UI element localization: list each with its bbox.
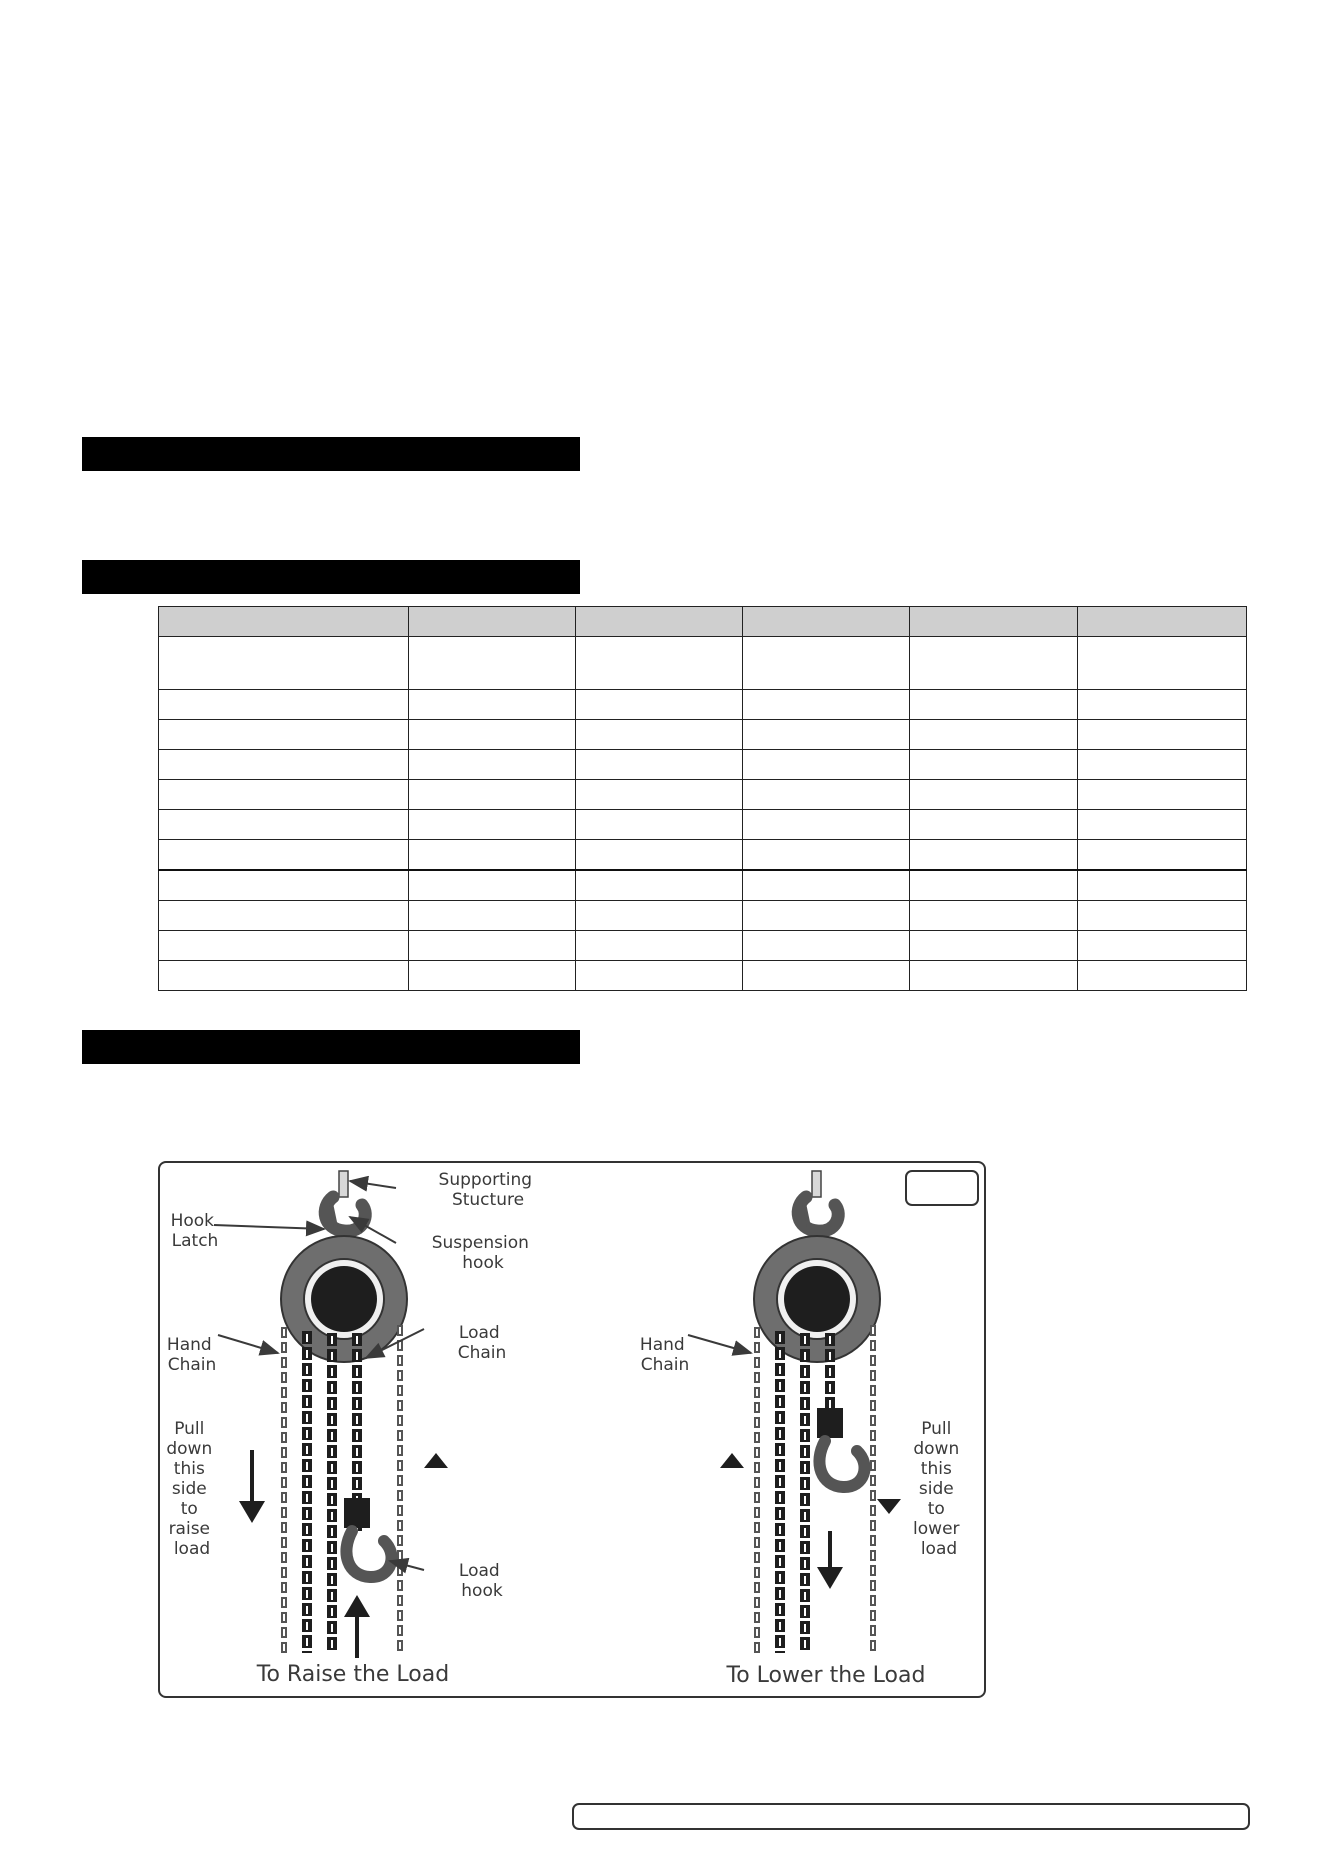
chain-hoist-illustration bbox=[160, 1163, 984, 1696]
label-hand-chain-left: Hand Chain bbox=[166, 1335, 217, 1375]
table-row bbox=[159, 810, 1247, 840]
table-row bbox=[159, 870, 1247, 901]
load-hook-icon bbox=[346, 1531, 391, 1577]
table-row bbox=[159, 750, 1247, 780]
section-header-bar-1 bbox=[82, 437, 580, 471]
hoist-right bbox=[720, 1171, 901, 1653]
figure-number-box bbox=[906, 1171, 978, 1205]
arrow-down-icon bbox=[239, 1501, 265, 1523]
chain-hoist-figure bbox=[158, 1161, 986, 1698]
caption-raise: To Raise the Load bbox=[256, 1662, 450, 1687]
table-row bbox=[159, 637, 1247, 690]
footer-box bbox=[572, 1803, 1250, 1830]
table-row bbox=[159, 690, 1247, 720]
label-suspension-hook: Suspension hook bbox=[431, 1233, 529, 1273]
load-hook-icon-right bbox=[819, 1441, 864, 1487]
table-row bbox=[159, 720, 1247, 750]
table-row bbox=[159, 840, 1247, 871]
arrow-up-small-icon bbox=[424, 1453, 448, 1468]
table-row bbox=[159, 901, 1247, 931]
section-header-bar-3 bbox=[82, 1030, 580, 1064]
table-row bbox=[159, 961, 1247, 991]
caption-lower: To Lower the Load bbox=[726, 1663, 926, 1688]
arrow-up-icon bbox=[344, 1595, 370, 1617]
table-header-row bbox=[159, 607, 1247, 637]
label-supporting-structure: Supporting Stucture bbox=[438, 1170, 533, 1210]
specification-table bbox=[158, 606, 1247, 991]
label-load-hook: Load hook bbox=[458, 1561, 503, 1601]
suspension-hook-icon bbox=[325, 1197, 365, 1231]
hoist-left bbox=[239, 1171, 448, 1658]
arrow-up-small-icon-right bbox=[720, 1453, 744, 1468]
label-hook-latch: Hook Latch bbox=[170, 1211, 219, 1251]
suspension-hook-icon-right bbox=[798, 1197, 838, 1231]
arrow-down-small-icon-right bbox=[877, 1499, 901, 1514]
label-pull-lower: Pull down this side to lower load bbox=[913, 1419, 960, 1559]
label-load-chain: Load Chain bbox=[457, 1323, 507, 1363]
supporting-structure-icon bbox=[339, 1171, 348, 1197]
section-header-bar-2 bbox=[82, 560, 580, 594]
table-row bbox=[159, 931, 1247, 961]
label-hand-chain-right: Hand Chain bbox=[639, 1335, 690, 1375]
arrow-down-icon-right bbox=[817, 1567, 843, 1589]
label-pull-raise: Pull down this side to raise load bbox=[166, 1419, 213, 1559]
table-row bbox=[159, 780, 1247, 810]
